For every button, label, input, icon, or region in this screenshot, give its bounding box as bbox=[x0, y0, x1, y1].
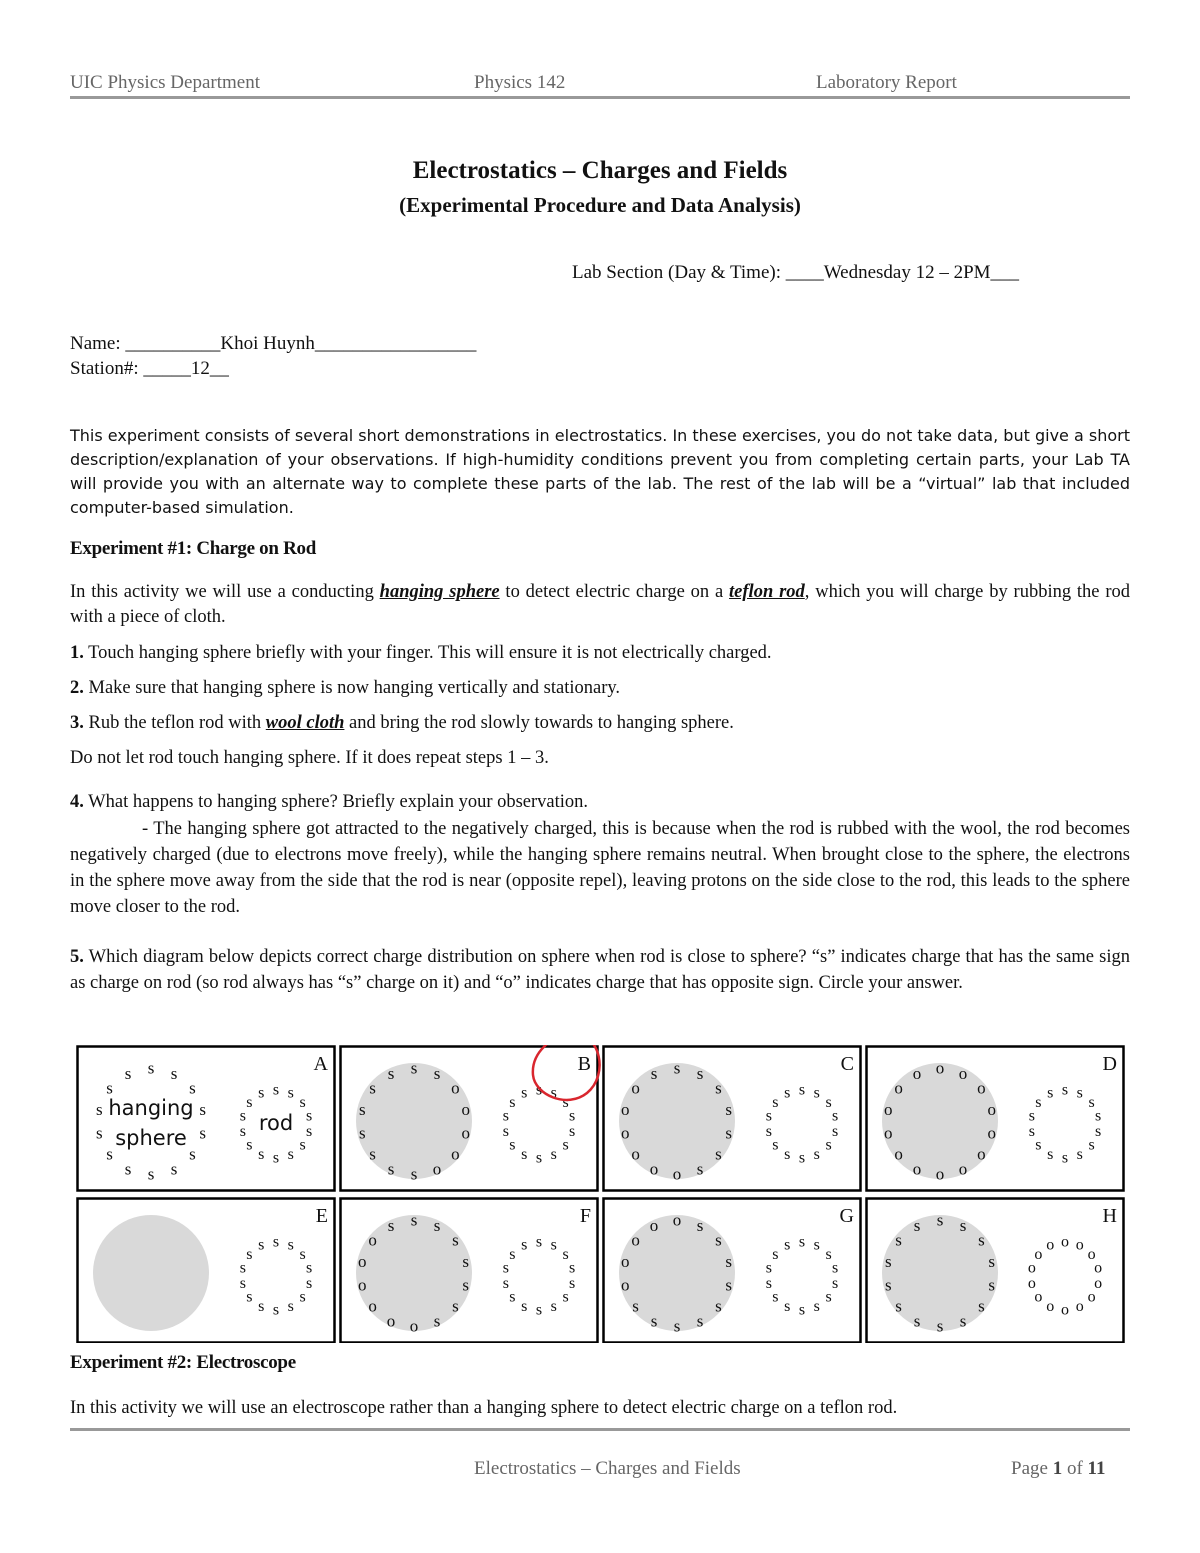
rod-charge: o bbox=[1046, 1297, 1055, 1315]
rod-charge: s bbox=[765, 1274, 773, 1292]
rod-charge: s bbox=[825, 1288, 832, 1306]
sphere-charge: o bbox=[409, 1316, 419, 1336]
sphere-charge: o bbox=[912, 1063, 922, 1083]
sphere-charge: s bbox=[959, 1311, 967, 1331]
rod-charge: s bbox=[562, 1136, 569, 1154]
rod-charge: s bbox=[239, 1259, 247, 1277]
sphere-charge: s bbox=[913, 1311, 921, 1331]
sphere-charge: o bbox=[621, 1275, 630, 1295]
panel-letter: C bbox=[840, 1053, 854, 1075]
rod-charge: s bbox=[258, 1084, 265, 1102]
sphere-charge: s bbox=[696, 1311, 704, 1331]
exp1-intro bbox=[70, 580, 1130, 630]
sphere-charge: s bbox=[358, 1123, 366, 1143]
sphere-charge: s bbox=[725, 1275, 733, 1295]
step-1-number: 1. bbox=[70, 643, 84, 663]
station-field bbox=[70, 358, 229, 380]
sphere-charge: s bbox=[433, 1063, 441, 1083]
sphere-charge: s bbox=[959, 1215, 967, 1235]
rod-charge: s bbox=[784, 1236, 791, 1254]
rod-charge: s bbox=[798, 1301, 806, 1319]
sphere-charge: s bbox=[124, 1063, 132, 1083]
panel-letter: H bbox=[1102, 1205, 1117, 1227]
sphere-charge: s bbox=[696, 1215, 704, 1235]
station-value: _____12__ bbox=[143, 358, 229, 379]
rod-charge: s bbox=[1047, 1145, 1054, 1163]
sphere-charge: o bbox=[935, 1164, 945, 1184]
step-3-text-a: Rub the teflon rod with bbox=[83, 713, 266, 733]
sphere-charge: s bbox=[988, 1251, 996, 1271]
rod-charge: s bbox=[287, 1145, 294, 1163]
sphere-charge: s bbox=[387, 1215, 395, 1235]
step-3 bbox=[70, 711, 1130, 735]
page-total: 11 bbox=[1087, 1458, 1106, 1479]
panel-letter: B bbox=[577, 1053, 591, 1075]
rod-charge: s bbox=[784, 1297, 791, 1315]
sphere-label-hanging: hanging bbox=[108, 1096, 194, 1120]
answer-paragraph: - The hanging sphere got attracted to the negatively charged, this is because when the rod is rubbed with the wool, the rod becomes negatively charged (due to electrons move freely), while the hanging sphere remains neutral. When brought close to the sphere, the electrons in the sphere move away from the side that the rod is near (opposite repel), leaving protons on the side close to the rod, this leads to the sphere move closer to the rod. bbox=[70, 819, 1130, 917]
panel-letter: E bbox=[315, 1205, 328, 1227]
sphere-charge: o bbox=[432, 1159, 442, 1179]
rod-charge: s bbox=[831, 1274, 839, 1292]
rod-charge: o bbox=[1027, 1259, 1036, 1277]
rod-charge: o bbox=[1075, 1236, 1084, 1254]
lab-section-field bbox=[572, 262, 1019, 284]
rod-charge: s bbox=[798, 1081, 806, 1099]
rod-charge: s bbox=[272, 1301, 280, 1319]
sphere-charge: s bbox=[369, 1144, 376, 1164]
rod-charge: o bbox=[1034, 1246, 1043, 1264]
rod-label: rod bbox=[258, 1111, 294, 1135]
rod-charge: s bbox=[246, 1288, 253, 1306]
rod-charge: s bbox=[1088, 1136, 1095, 1154]
rod-charge: s bbox=[272, 1081, 280, 1099]
rod-charge: s bbox=[1094, 1122, 1102, 1140]
sphere-charge: s bbox=[696, 1159, 704, 1179]
sphere-charge: s bbox=[106, 1078, 113, 1098]
step-1-text: Touch hanging sphere briefly with your finger. This will ensure it is not electrically charged. bbox=[83, 643, 772, 663]
rod-charge: s bbox=[239, 1274, 247, 1292]
sphere-charge: s bbox=[884, 1275, 892, 1295]
sphere-charge: o bbox=[368, 1230, 377, 1250]
sphere-charge: o bbox=[621, 1123, 630, 1143]
step-3-number: 3. bbox=[70, 713, 84, 733]
sphere-charge: s bbox=[358, 1099, 366, 1119]
sphere-charge: s bbox=[673, 1058, 681, 1078]
rod-charge: o bbox=[1061, 1233, 1069, 1251]
hanging-sphere bbox=[93, 1215, 209, 1331]
diagram-panel-c[interactable] bbox=[604, 1047, 861, 1191]
intro-paragraph: This experiment consists of several short demonstrations in electrostatics. In these exercises, you do not take data, but give a short description/explanation of your observations. If high-humidity conditions prevent you from completing certain parts, your Lab TA will provide you with an alternate way to complete these parts of the lab. The rest of the lab will be a “virtual” lab that included computer-based simulation. bbox=[70, 426, 1130, 517]
sphere-charge: s bbox=[387, 1063, 395, 1083]
diagram-panel-h[interactable] bbox=[867, 1199, 1124, 1343]
exp1-intro-text-e: , which you will charge by rubbing the rod with a piece of cloth. bbox=[70, 582, 1131, 627]
rod-charge: s bbox=[562, 1094, 569, 1112]
rod-charge: s bbox=[825, 1246, 832, 1264]
rod-charge: o bbox=[1027, 1274, 1036, 1292]
rod-charge: s bbox=[1076, 1145, 1083, 1163]
rod-charge: s bbox=[1028, 1122, 1036, 1140]
rod-charge: s bbox=[287, 1084, 294, 1102]
sphere-charge: s bbox=[725, 1251, 733, 1271]
header-department: UIC Physics Department bbox=[70, 72, 260, 93]
rod-charge: s bbox=[287, 1297, 294, 1315]
sphere-charge: s bbox=[715, 1296, 722, 1316]
name-field bbox=[70, 333, 476, 355]
rod-charge: s bbox=[772, 1288, 779, 1306]
rod-charge: s bbox=[1088, 1094, 1095, 1112]
rod-charge: s bbox=[299, 1094, 306, 1112]
rod-charge: s bbox=[568, 1274, 576, 1292]
sphere-label-sphere: sphere bbox=[115, 1126, 187, 1150]
rod-charge: s bbox=[831, 1122, 839, 1140]
rod-charge: s bbox=[568, 1107, 576, 1125]
sphere-charge: s bbox=[189, 1144, 196, 1164]
rod-charge: s bbox=[502, 1122, 510, 1140]
sphere-charge: o bbox=[958, 1063, 968, 1083]
sphere-charge: s bbox=[988, 1275, 996, 1295]
panel-letter: D bbox=[1102, 1053, 1117, 1075]
sphere-charge: s bbox=[462, 1251, 470, 1271]
sphere-charge: o bbox=[358, 1275, 367, 1295]
sphere-charge: s bbox=[715, 1144, 722, 1164]
rod-charge: s bbox=[784, 1084, 791, 1102]
step-3-text-c: and bring the rod slowly towards to hanging sphere. bbox=[344, 713, 734, 733]
sphere-charge: s bbox=[170, 1159, 178, 1179]
rod-charge: s bbox=[825, 1094, 832, 1112]
sphere-charge: s bbox=[895, 1296, 902, 1316]
lab-section-value: ____Wednesday 12 – 2PM___ bbox=[785, 262, 1020, 283]
rod-charge: s bbox=[502, 1107, 510, 1125]
sphere-charge: o bbox=[987, 1123, 996, 1143]
charge-diagrams-grid bbox=[76, 1045, 1128, 1343]
sphere-charge: o bbox=[631, 1230, 640, 1250]
diagram-panel-a[interactable] bbox=[78, 1047, 335, 1191]
question-5 bbox=[70, 944, 1130, 996]
sphere-charge: o bbox=[935, 1058, 945, 1078]
sphere-charge: s bbox=[95, 1123, 103, 1143]
rod-charge: s bbox=[502, 1274, 510, 1292]
rod-charge: s bbox=[521, 1145, 528, 1163]
rod-charge: s bbox=[765, 1259, 773, 1277]
diagram-panel-e[interactable] bbox=[78, 1199, 335, 1343]
rod-charge: o bbox=[1087, 1246, 1096, 1264]
teflon-rod-term: teflon rod bbox=[729, 582, 805, 602]
rod-charge: s bbox=[550, 1084, 557, 1102]
warning-line: Do not let rod touch hanging sphere. If it does repeat steps 1 – 3. bbox=[70, 748, 549, 768]
sphere-charge: s bbox=[462, 1275, 470, 1295]
sphere-charge: o bbox=[461, 1123, 470, 1143]
sphere-charge: o bbox=[987, 1099, 996, 1119]
header-doc-type: Laboratory Report bbox=[816, 72, 957, 93]
sphere-charge: s bbox=[124, 1159, 132, 1179]
rod-charge: s bbox=[509, 1094, 516, 1112]
rod-charge: s bbox=[521, 1236, 528, 1254]
rod-charge: s bbox=[305, 1107, 313, 1125]
sphere-charge: o bbox=[894, 1078, 903, 1098]
sphere-charge: s bbox=[95, 1099, 103, 1119]
diagram-panel-g[interactable] bbox=[604, 1199, 861, 1343]
exp1-heading: Experiment #1: Charge on Rod bbox=[70, 538, 316, 559]
panel-letter: A bbox=[313, 1053, 328, 1075]
sphere-charge: o bbox=[672, 1164, 682, 1184]
footer-rule bbox=[70, 1428, 1130, 1431]
sphere-charge: o bbox=[368, 1296, 377, 1316]
rod-charge: s bbox=[502, 1259, 510, 1277]
rod-charge: o bbox=[1075, 1297, 1084, 1315]
step-1 bbox=[70, 641, 1130, 665]
sphere-charge: s bbox=[199, 1099, 207, 1119]
rod-charge: s bbox=[305, 1122, 313, 1140]
rod-charge: s bbox=[535, 1301, 543, 1319]
exp2-intro: In this activity we will use an electroscope rather than a hanging sphere to detect electric charge on a teflon rod. bbox=[70, 1398, 898, 1418]
sphere-charge: s bbox=[725, 1123, 733, 1143]
sphere-charge: o bbox=[958, 1159, 968, 1179]
sphere-charge: s bbox=[650, 1311, 658, 1331]
rod-charge: s bbox=[831, 1107, 839, 1125]
rod-charge: o bbox=[1061, 1301, 1069, 1319]
sphere-charge: o bbox=[621, 1099, 630, 1119]
step-2 bbox=[70, 676, 1130, 700]
rod-charge: o bbox=[1046, 1236, 1055, 1254]
rod-charge: s bbox=[246, 1136, 253, 1154]
header-rule bbox=[70, 96, 1130, 99]
rod-charge: s bbox=[535, 1233, 543, 1251]
rod-charge: s bbox=[550, 1236, 557, 1254]
header-course: Physics 142 bbox=[474, 72, 566, 93]
panel-letter: F bbox=[579, 1205, 591, 1227]
rod-charge: s bbox=[798, 1149, 806, 1167]
sphere-charge: s bbox=[895, 1230, 902, 1250]
sphere-charge: o bbox=[649, 1159, 659, 1179]
hanging-sphere-term: hanging sphere bbox=[379, 582, 500, 602]
sphere-charge: o bbox=[386, 1311, 396, 1331]
exp1-intro-text-c: to detect electric charge on a bbox=[499, 582, 730, 602]
sphere-charge: s bbox=[936, 1316, 944, 1336]
rod-charge: s bbox=[299, 1136, 306, 1154]
sphere-charge: s bbox=[410, 1058, 418, 1078]
station-label: Station#: bbox=[70, 358, 144, 379]
sphere-charge: s bbox=[913, 1215, 921, 1235]
sphere-charge: s bbox=[410, 1164, 418, 1184]
rod-charge: s bbox=[562, 1288, 569, 1306]
rod-charge: s bbox=[521, 1084, 528, 1102]
rod-charge: s bbox=[1061, 1149, 1069, 1167]
rod-charge: s bbox=[509, 1288, 516, 1306]
rod-charge: s bbox=[772, 1094, 779, 1112]
rod-charge: s bbox=[246, 1246, 253, 1264]
sphere-charge: o bbox=[884, 1123, 893, 1143]
rod-charge: s bbox=[1028, 1107, 1036, 1125]
exp2-heading: Experiment #2: Electroscope bbox=[70, 1352, 296, 1373]
sphere-charge: o bbox=[912, 1159, 922, 1179]
rod-charge: s bbox=[568, 1259, 576, 1277]
sphere-charge: s bbox=[978, 1296, 985, 1316]
sphere-charge: o bbox=[631, 1078, 640, 1098]
page-of: of bbox=[1062, 1458, 1088, 1479]
rod-charge: s bbox=[798, 1233, 806, 1251]
sphere-charge: s bbox=[369, 1078, 376, 1098]
panel-letter: G bbox=[839, 1205, 854, 1227]
sphere-charge: s bbox=[433, 1215, 441, 1235]
rod-charge: s bbox=[258, 1297, 265, 1315]
sphere-charge: s bbox=[189, 1078, 196, 1098]
question-5-text: Which diagram below depicts correct charge distribution on sphere when rod is close to sphere? “s” indicates charge that has the same sign as charge on rod (so rod always has “s” charge on it) and “o” indicates charge that has opposite sign. Circle your answer. bbox=[70, 947, 1130, 993]
step-2-number: 2. bbox=[70, 678, 84, 698]
diagram-panel-f[interactable] bbox=[341, 1199, 598, 1343]
diagram-panel-b[interactable] bbox=[341, 1045, 600, 1191]
sphere-charge: o bbox=[358, 1251, 367, 1271]
rod-charge: o bbox=[1094, 1274, 1103, 1292]
sphere-charge: s bbox=[632, 1296, 639, 1316]
sphere-charge: s bbox=[936, 1210, 944, 1230]
sphere-charge: o bbox=[884, 1099, 893, 1119]
rod-charge: o bbox=[1087, 1288, 1096, 1306]
sphere-charge: o bbox=[672, 1210, 682, 1230]
sphere-charge: s bbox=[410, 1210, 418, 1230]
page-title: Electrostatics – Charges and Fields bbox=[412, 157, 788, 184]
rod-charge: s bbox=[813, 1084, 820, 1102]
rod-charge: s bbox=[272, 1149, 280, 1167]
sphere-charge: o bbox=[461, 1099, 470, 1119]
page-subtitle: (Experimental Procedure and Data Analysis) bbox=[399, 193, 801, 217]
page-number bbox=[1011, 1458, 1105, 1480]
rod-charge: s bbox=[246, 1094, 253, 1112]
sphere-charge: s bbox=[650, 1063, 658, 1083]
footer-title: Electrostatics – Charges and Fields bbox=[474, 1458, 741, 1479]
sphere-charge: s bbox=[978, 1230, 985, 1250]
rod-charge: s bbox=[258, 1145, 265, 1163]
page-current: 1 bbox=[1052, 1458, 1063, 1479]
rod-charge: s bbox=[1094, 1107, 1102, 1125]
rod-charge: s bbox=[825, 1136, 832, 1154]
sphere-charge: s bbox=[147, 1164, 155, 1184]
rod-charge: s bbox=[813, 1297, 820, 1315]
rod-charge: o bbox=[1094, 1259, 1103, 1277]
sphere-charge: s bbox=[884, 1251, 892, 1271]
step-2-text: Make sure that hanging sphere is now hanging vertically and stationary. bbox=[83, 678, 621, 698]
name-value: __________Khoi Huynh_________________ bbox=[125, 333, 477, 354]
question-4-text: What happens to hanging sphere? Briefly explain your observation. bbox=[83, 792, 589, 812]
sphere-charge: s bbox=[199, 1123, 207, 1143]
page-prefix: Page bbox=[1011, 1458, 1053, 1479]
rod-charge: s bbox=[509, 1136, 516, 1154]
sphere-charge: s bbox=[673, 1316, 681, 1336]
sphere-charge: o bbox=[977, 1078, 986, 1098]
rod-charge: s bbox=[550, 1145, 557, 1163]
rod-charge: s bbox=[239, 1122, 247, 1140]
sphere-charge: s bbox=[147, 1058, 155, 1078]
rod-charge: s bbox=[272, 1233, 280, 1251]
sphere-charge: o bbox=[621, 1251, 630, 1271]
rod-charge: s bbox=[258, 1236, 265, 1254]
rod-charge: s bbox=[562, 1246, 569, 1264]
sphere-charge: o bbox=[894, 1144, 903, 1164]
sphere-charge: s bbox=[725, 1099, 733, 1119]
sphere-charge: o bbox=[451, 1078, 460, 1098]
rod-charge: s bbox=[299, 1288, 306, 1306]
sphere-charge: o bbox=[649, 1215, 659, 1235]
sphere-charge: s bbox=[170, 1063, 178, 1083]
rod-charge: s bbox=[784, 1145, 791, 1163]
wool-cloth-term: wool cloth bbox=[265, 713, 345, 733]
rod-charge: s bbox=[813, 1236, 820, 1254]
rod-charge: s bbox=[305, 1274, 313, 1292]
rod-charge: s bbox=[765, 1107, 773, 1125]
rod-charge: s bbox=[287, 1236, 294, 1254]
sphere-charge: s bbox=[452, 1230, 459, 1250]
sphere-charge: s bbox=[106, 1144, 113, 1164]
rod-charge: s bbox=[831, 1259, 839, 1277]
rod-charge: s bbox=[535, 1081, 543, 1099]
rod-charge: s bbox=[772, 1246, 779, 1264]
question-5-number: 5. bbox=[70, 947, 84, 967]
rod-charge: s bbox=[1061, 1081, 1069, 1099]
question-4 bbox=[70, 790, 1130, 814]
rod-charge: s bbox=[305, 1259, 313, 1277]
sphere-charge: s bbox=[715, 1230, 722, 1250]
rod-charge: s bbox=[1035, 1094, 1042, 1112]
diagram-panel-d[interactable] bbox=[867, 1047, 1124, 1191]
sphere-charge: o bbox=[631, 1144, 640, 1164]
question-4-number: 4. bbox=[70, 792, 84, 812]
rod-charge: s bbox=[550, 1297, 557, 1315]
rod-charge: s bbox=[299, 1246, 306, 1264]
rod-charge: s bbox=[568, 1122, 576, 1140]
sphere-charge: s bbox=[387, 1159, 395, 1179]
rod-charge: s bbox=[1047, 1084, 1054, 1102]
lab-section-label: Lab Section (Day & Time): bbox=[572, 262, 786, 283]
rod-charge: s bbox=[772, 1136, 779, 1154]
rod-charge: s bbox=[239, 1107, 247, 1125]
rod-charge: s bbox=[813, 1145, 820, 1163]
rod-charge: s bbox=[509, 1246, 516, 1264]
sphere-charge: o bbox=[977, 1144, 986, 1164]
rod-charge: s bbox=[521, 1297, 528, 1315]
exp1-intro-text-a: In this activity we will use a conducting bbox=[70, 582, 380, 602]
sphere-charge: s bbox=[452, 1296, 459, 1316]
sphere-charge: s bbox=[696, 1063, 704, 1083]
sphere-charge: s bbox=[433, 1311, 441, 1331]
name-label: Name: bbox=[70, 333, 126, 354]
rod-charge: s bbox=[765, 1122, 773, 1140]
rod-charge: s bbox=[1076, 1084, 1083, 1102]
rod-charge: o bbox=[1034, 1288, 1043, 1306]
sphere-charge: s bbox=[715, 1078, 722, 1098]
rod-charge: s bbox=[1035, 1136, 1042, 1154]
sphere-charge: o bbox=[451, 1144, 460, 1164]
rod-charge: s bbox=[535, 1149, 543, 1167]
